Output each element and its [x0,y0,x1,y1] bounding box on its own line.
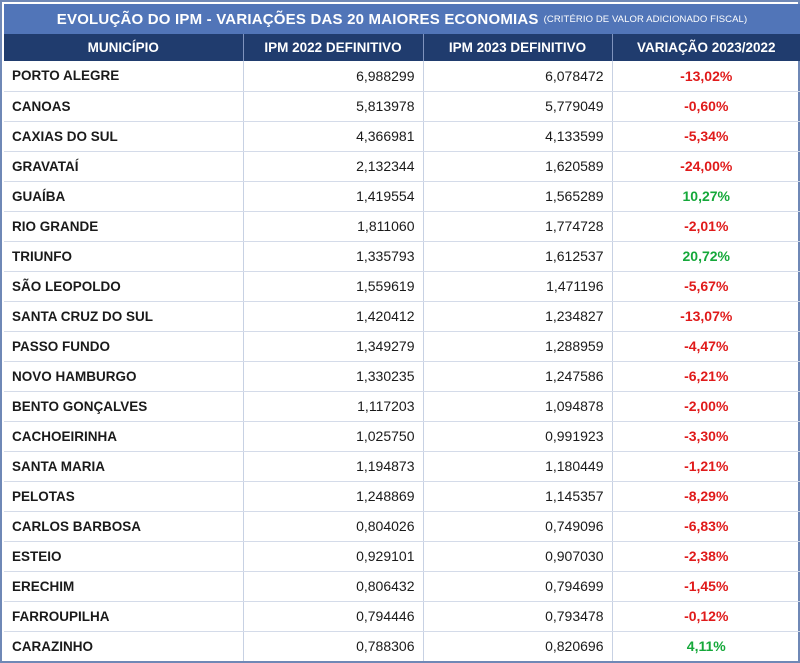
cell-variacao: -5,67% [612,271,800,301]
cell-municipio: CAXIAS DO SUL [4,121,243,151]
column-header-ipm-2023: IPM 2023 DEFINITIVO [423,34,612,61]
cell-variacao: -1,21% [612,451,800,481]
cell-municipio: PASSO FUNDO [4,331,243,361]
cell-municipio: GUAÍBA [4,181,243,211]
table-row [4,181,800,211]
cell-municipio: PORTO ALEGRE [4,61,243,91]
cell-variacao: -13,07% [612,301,800,331]
cell-ipm-2022: 0,806432 [243,571,423,601]
table-row [4,481,800,511]
cell-ipm-2022: 2,132344 [243,151,423,181]
table-row [4,271,800,301]
cell-ipm-2022: 5,813978 [243,91,423,121]
cell-ipm-2022: 1,419554 [243,181,423,211]
cell-ipm-2022: 1,811060 [243,211,423,241]
cell-ipm-2022: 1,559619 [243,271,423,301]
column-header-variacao: VARIAÇÃO 2023/2022 [612,34,800,61]
cell-ipm-2022: 0,794446 [243,601,423,631]
cell-ipm-2022: 0,788306 [243,631,423,661]
cell-municipio: CARAZINHO [4,631,243,661]
cell-ipm-2022: 1,117203 [243,391,423,421]
cell-ipm-2022: 1,335793 [243,241,423,271]
cell-ipm-2022: 1,420412 [243,301,423,331]
table-title-bar [4,4,800,34]
cell-municipio: CARLOS BARBOSA [4,511,243,541]
cell-ipm-2023: 1,145357 [423,481,612,511]
table-row [4,421,800,451]
cell-ipm-2023: 1,288959 [423,331,612,361]
cell-municipio: FARROUPILHA [4,601,243,631]
cell-ipm-2022: 6,988299 [243,61,423,91]
cell-ipm-2023: 1,180449 [423,451,612,481]
cell-municipio: NOVO HAMBURGO [4,361,243,391]
cell-ipm-2022: 1,349279 [243,331,423,361]
cell-variacao: -2,38% [612,541,800,571]
cell-municipio: SANTA MARIA [4,451,243,481]
cell-municipio: PELOTAS [4,481,243,511]
cell-ipm-2023: 1,774728 [423,211,612,241]
table-row [4,301,800,331]
cell-municipio: CACHOEIRINHA [4,421,243,451]
cell-municipio: CANOAS [4,91,243,121]
cell-municipio: ESTEIO [4,541,243,571]
cell-ipm-2023: 1,620589 [423,151,612,181]
cell-ipm-2022: 0,929101 [243,541,423,571]
table-row [4,451,800,481]
table-row [4,91,800,121]
cell-variacao: -0,60% [612,91,800,121]
table-row [4,511,800,541]
cell-variacao: 4,11% [686,638,726,655]
cell-variacao: -4,47% [612,331,800,361]
table-header-row [4,34,800,61]
table-row [4,541,800,571]
cell-ipm-2023: 1,234827 [423,301,612,331]
cell-ipm-2023: 0,794699 [423,571,612,601]
cell-ipm-2023: 6,078472 [423,61,612,91]
cell-municipio: SÃO LEOPOLDO [4,271,243,301]
cell-ipm-2023: 0,907030 [423,541,612,571]
cell-variacao: -8,29% [612,481,800,511]
cell-variacao: -2,01% [612,211,800,241]
cell-ipm-2022: 1,025750 [243,421,423,451]
table-row [4,601,800,631]
cell-municipio: TRIUNFO [4,241,243,271]
cell-ipm-2023: 0,793478 [423,601,612,631]
cell-ipm-2023: 1,565289 [423,181,612,211]
cell-ipm-2022: 4,366981 [243,121,423,151]
cell-municipio: SANTA CRUZ DO SUL [4,301,243,331]
table-subtitle: (CRITÉRIO DE VALOR ADICIONADO FISCAL) [543,13,748,25]
cell-variacao: 10,27% [612,181,800,211]
cell-ipm-2023: 1,471196 [423,271,612,301]
ipm-table [4,34,800,661]
cell-ipm-2023: 1,612537 [423,241,612,271]
cell-ipm-2022: 1,248869 [243,481,423,511]
cell-variacao: -1,45% [612,571,800,601]
table-row [4,391,800,421]
cell-variacao: 20,72% [612,241,800,271]
table-body [4,61,800,661]
table-row [4,331,800,361]
cell-ipm-2022: 1,194873 [243,451,423,481]
cell-ipm-2023: 0,749096 [423,511,612,541]
table-row [4,361,800,391]
table-row [4,631,800,661]
column-header-municipio: MUNICÍPIO [4,34,243,61]
cell-variacao: -6,83% [612,511,800,541]
table-title: EVOLUÇÃO DO IPM - VARIAÇÕES DAS 20 MAIORES ECONOMIAS [56,10,539,28]
cell-variacao: -13,02% [612,61,800,91]
cell-variacao: -2,00% [612,391,800,421]
table-row [4,151,800,181]
cell-ipm-2023: 0,820696 [423,631,612,661]
cell-variacao: -5,34% [612,121,800,151]
cell-ipm-2023: 5,779049 [423,91,612,121]
table-row [4,121,800,151]
cell-variacao: -24,00% [612,151,800,181]
cell-ipm-2023: 0,991923 [423,421,612,451]
cell-municipio: RIO GRANDE [4,211,243,241]
column-header-ipm-2022: IPM 2022 DEFINITIVO [243,34,423,61]
cell-ipm-2023: 1,094878 [423,391,612,421]
table-row [4,61,800,91]
cell-ipm-2022: 1,330235 [243,361,423,391]
cell-municipio: BENTO GONÇALVES [4,391,243,421]
cell-variacao: -0,12% [612,601,800,631]
cell-municipio: GRAVATAÍ [4,151,243,181]
cell-ipm-2022: 0,804026 [243,511,423,541]
cell-variacao: -3,30% [612,421,800,451]
cell-municipio: ERECHIM [4,571,243,601]
cell-ipm-2023: 1,247586 [423,361,612,391]
table-row [4,571,800,601]
table-row [4,211,800,241]
table-row [4,241,800,271]
cell-ipm-2023: 4,133599 [423,121,612,151]
cell-variacao: -6,21% [612,361,800,391]
